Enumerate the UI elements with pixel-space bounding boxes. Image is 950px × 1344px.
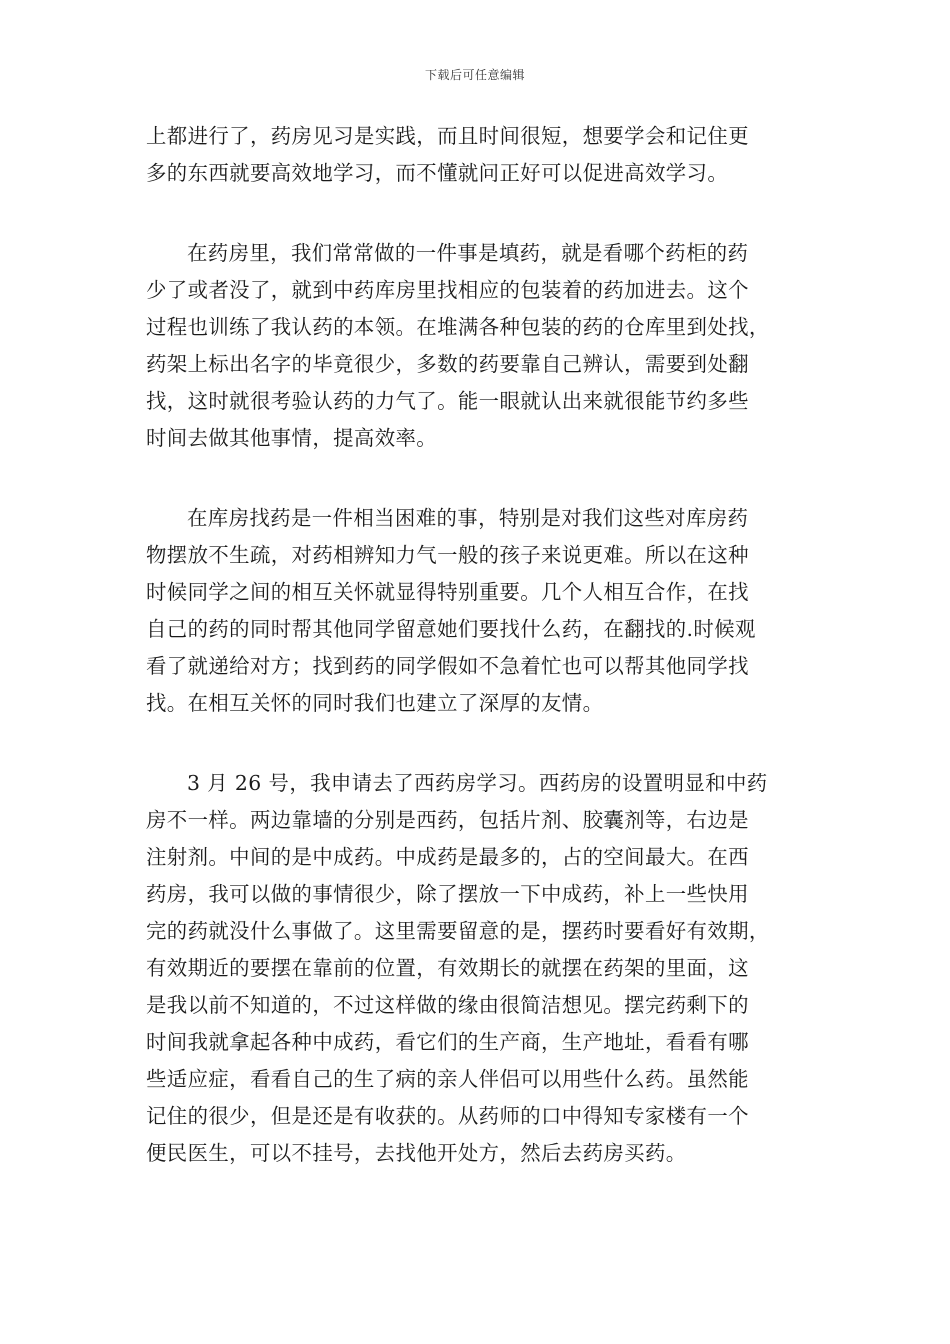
text-line: 便民医生，可以不挂号，去找他开处方，然后去药房买药。 — [146, 1141, 687, 1165]
text-line: 少了或者没了，就到中药库房里找相应的包装着的药加进去。这个 — [146, 278, 749, 302]
text-line: 药架上标出名字的毕竟很少，多数的药要靠自己辨认，需要到处翻 — [146, 352, 749, 376]
paragraph-2 — [146, 235, 806, 457]
text-line: 在药房里，我们常常做的一件事是填药，就是看哪个药柜的药 — [187, 241, 749, 265]
document-body — [146, 118, 806, 1172]
paragraph-1 — [146, 118, 806, 192]
text-line: 时间我就拿起各种中成药，看它们的生产商，生产地址，看看有哪 — [146, 1030, 749, 1054]
text-line: 看了就递给对方；找到药的同学假如不急着忙也可以帮其他同学找 — [146, 654, 749, 678]
text-line: 时候同学之间的相互关怀就显得特别重要。几个人相互合作，在找 — [146, 580, 749, 604]
text-line: 3 月 26 号，我申请去了西药房学习。西药房的设置明显和中药 — [187, 771, 768, 795]
paragraph-spacer — [146, 722, 806, 765]
text-line: 过程也训练了我认药的本领。在堆满各种包装的药的仓库里到处找， — [146, 315, 770, 339]
page-header-note: 下载后可任意编辑 — [424, 68, 525, 82]
text-line: 完的药就没什么事做了。这里需要留意的是，摆药时要看好有效期， — [146, 919, 770, 943]
text-line: 找。在相互关怀的同时我们也建立了深厚的友情。 — [146, 691, 604, 715]
text-line: 记住的很少，但是还是有收获的。从药师的口中得知专家楼有一个 — [146, 1104, 749, 1128]
text-line: 药房，我可以做的事情很少，除了摆放一下中成药，补上一些快用 — [146, 882, 749, 906]
text-line: 找，这时就很考验认药的力气了。能一眼就认出来就很能节约多些 — [146, 389, 749, 413]
text-line: 上都进行了，药房见习是实践，而且时间很短，想要学会和记住更 — [146, 124, 749, 148]
paragraph-spacer — [146, 192, 806, 235]
text-line: 多的东西就要高效地学习，而不懂就问正好可以促进高效学习。 — [146, 161, 729, 185]
text-line: 些适应症，看看自己的生了病的亲人伴侣可以用些什么药。虽然能 — [146, 1067, 749, 1091]
paragraph-spacer — [146, 457, 806, 500]
text-line: 自己的药的同时帮其他同学留意她们要找什么药，在翻找的.时候观 — [146, 617, 756, 641]
text-line: 注射剂。中间的是中成药。中成药是最多的，占的空间最大。在西 — [146, 845, 749, 869]
paragraph-4 — [146, 765, 806, 1172]
text-line: 是我以前不知道的，不过这样做的缘由很简洁想见。摆完药剩下的 — [146, 993, 749, 1017]
text-line: 有效期近的要摆在靠前的位置，有效期长的就摆在药架的里面，这 — [146, 956, 749, 980]
paragraph-3 — [146, 500, 806, 722]
text-line: 时间去做其他事情，提高效率。 — [146, 426, 438, 450]
text-line: 物摆放不生疏，对药相辨知力气一般的孩子来说更难。所以在这种 — [146, 543, 749, 567]
text-line: 房不一样。两边靠墙的分别是西药，包括片剂、胶囊剂等，右边是 — [146, 808, 749, 832]
text-line: 在库房找药是一件相当困难的事，特别是对我们这些对库房药 — [187, 506, 749, 530]
